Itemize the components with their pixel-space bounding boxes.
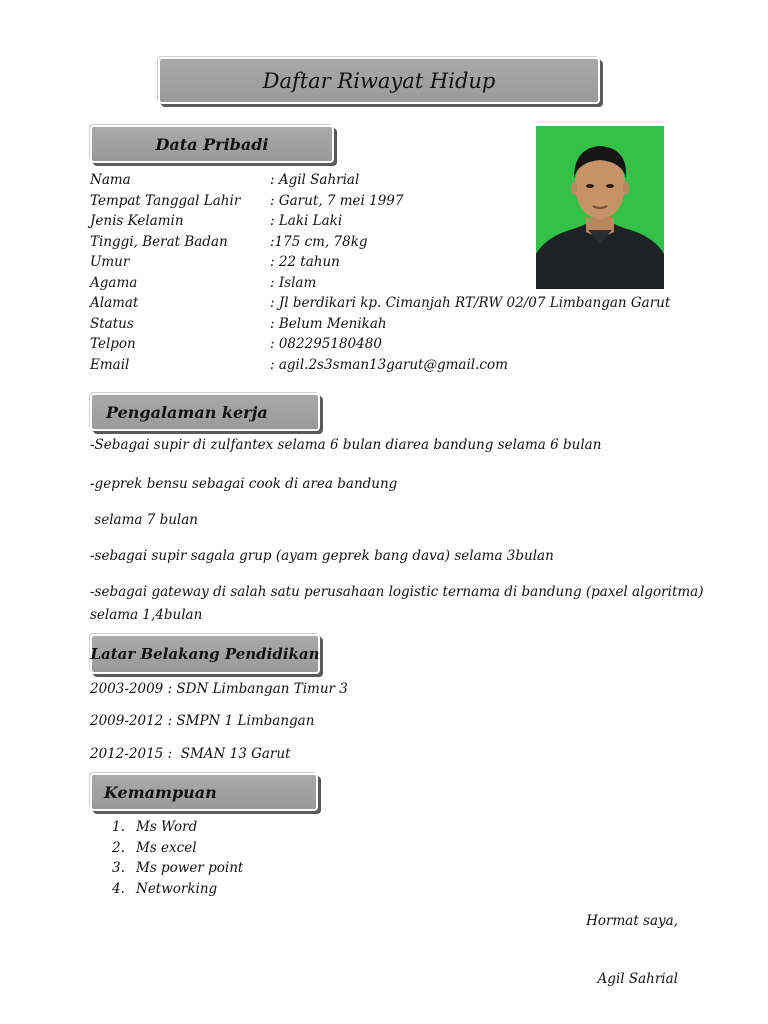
- field-value: : Islam: [270, 274, 317, 291]
- experience-item: -geprek bensu sebagai cook di area bandung: [90, 476, 398, 492]
- title-banner: [158, 57, 600, 104]
- education-item: 2012-2015 : SMAN 13 Garut: [90, 746, 291, 762]
- field-label: Jenis Kelamin: [90, 213, 184, 229]
- field-value: : Garut, 7 mei 1997: [270, 192, 404, 209]
- section-title-experience: Pengalaman kerja: [106, 402, 268, 422]
- experience-item: selama 7 bulan: [90, 512, 198, 528]
- section-header-skills: [90, 773, 318, 811]
- field-label: Tinggi, Berat Badan: [90, 233, 228, 250]
- field-value: : Belum Menikah: [270, 315, 387, 332]
- profile-photo: [536, 126, 664, 289]
- skill-name: Networking: [136, 880, 218, 897]
- field-label: Email: [90, 356, 130, 373]
- signature-name: Agil Sahrial: [597, 971, 678, 987]
- list-number: 1.: [112, 819, 125, 835]
- field-value: : Jl berdikari kp. Cimanjah RT/RW 02/07 Limbangan Garut: [270, 295, 671, 311]
- list-item: [112, 819, 243, 840]
- field-value: : Laki Laki: [270, 213, 343, 229]
- field-value: : 22 tahun: [270, 254, 340, 270]
- page-title: Daftar Riwayat Hidup: [262, 68, 496, 93]
- education-item: 2003-2009 : SDN Limbangan Timur 3: [90, 681, 348, 697]
- skill-name: Ms power point: [136, 860, 244, 876]
- list-item: [112, 860, 243, 881]
- list-number: 2.: [112, 839, 125, 856]
- list-number: 4.: [112, 880, 125, 897]
- closing-greeting: Hormat saya,: [586, 913, 678, 929]
- skills-list: [112, 819, 243, 901]
- field-label: Status: [90, 315, 134, 332]
- field-value: : 082295180480: [270, 336, 382, 352]
- field-value: : agil.2s3sman13garut@gmail.com: [270, 356, 508, 373]
- field-value: :175 cm, 78kg: [270, 233, 368, 250]
- field-label: Nama: [90, 172, 131, 188]
- field-label: Telpon: [90, 336, 136, 352]
- experience-item: -sebagai gateway di salah satu perusahaan logistic ternama di bandung (paxel algoritma): [90, 584, 704, 600]
- list-number: 3.: [112, 860, 125, 876]
- section-header-personal: [90, 125, 334, 163]
- field-label: Umur: [90, 254, 130, 270]
- experience-item: -Sebagai supir di zulfantex selama 6 bulan diarea bandung selama 6 bulan: [90, 437, 602, 453]
- experience-item: selama 1,4bulan: [90, 607, 203, 623]
- section-header-education: [90, 634, 320, 674]
- field-label: Tempat Tanggal Lahir: [90, 192, 241, 209]
- skill-name: Ms Word: [136, 819, 198, 835]
- section-title-education: Latar Belakang Pendidikan: [90, 645, 320, 663]
- field-label: Alamat: [90, 295, 139, 311]
- person-portrait-icon: [536, 126, 664, 289]
- list-item: [112, 881, 243, 902]
- section-header-experience: [90, 393, 320, 431]
- field-label: Agama: [90, 274, 138, 291]
- skill-name: Ms excel: [136, 839, 197, 856]
- list-item: [112, 840, 243, 861]
- section-title-skills: Kemampuan: [104, 782, 217, 802]
- field-value: : Agil Sahrial: [270, 172, 360, 188]
- education-item: 2009-2012 : SMPN 1 Limbangan: [90, 713, 315, 729]
- experience-item: -sebagai supir sagala grup (ayam geprek bang dava) selama 3bulan: [90, 548, 554, 564]
- section-title-personal: Data Pribadi: [155, 134, 269, 154]
